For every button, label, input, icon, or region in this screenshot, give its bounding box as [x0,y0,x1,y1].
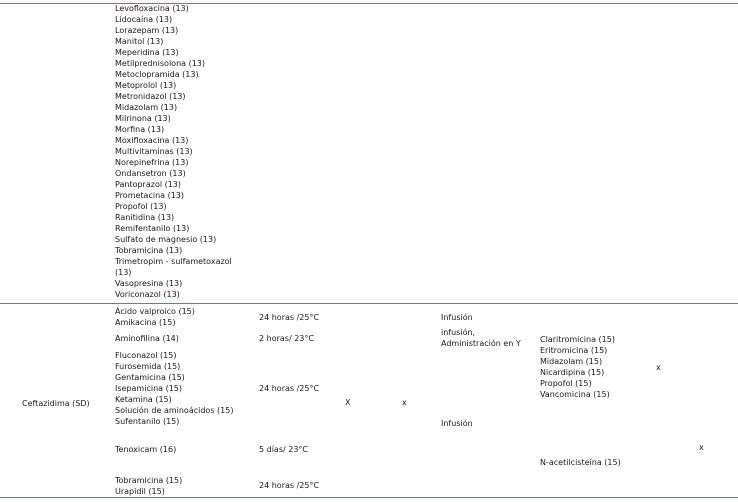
list-item: (13) [115,268,132,277]
list-item: Amikacina (15) [115,318,176,327]
route-line: Administración en Y [441,339,521,348]
list-item: Prometacina (13) [115,191,185,200]
list-item: Propofol (15) [540,379,592,388]
incompatibility-mark: x [699,443,704,452]
list-item: Nicardipina (15) [540,368,605,377]
list-item: Tenoxicam (16) [115,445,177,454]
stability-cell: 24 horas /25°C [259,481,320,490]
list-item: Eritromicina (15) [540,346,608,355]
list-item: Midazolam (15) [540,357,603,366]
list-item: Tobramicina (15) [115,476,183,485]
continued-compatible-list [115,3,232,300]
stability-cell: 2 horas/ 23°C [259,334,314,343]
table-bottom-rule [0,497,738,498]
drug-name-cell: Ceftazidima (SD) [22,399,90,408]
route-cell: Infusión [441,313,473,322]
list-item: Voriconazol (13) [115,290,180,299]
row-divider [0,303,738,304]
list-item: Moxifloxacina (13) [115,136,189,145]
list-item: Norepinefrina (13) [115,158,189,167]
list-item: Remifentanilo (13) [115,224,190,233]
list-item: Propofol (13) [115,202,167,211]
list-item: Sufentanilo (15) [115,417,180,426]
list-item: Aminofilina (14) [115,334,179,343]
list-item: Multivitaminas (13) [115,147,193,156]
incompatible-list [540,334,615,400]
list-item: Metronidazol (13) [115,92,186,101]
list-item: Lorazepam (13) [115,26,179,35]
list-item: Ranitidina (13) [115,213,175,222]
incompatibility-mark: x [656,363,661,372]
list-item: Levofloxacina (13) [115,4,189,13]
stability-cell: 24 horas /25°C [259,384,320,393]
list-item: Furosemida (15) [115,362,181,371]
compatibility-mark: x [402,398,407,407]
route-cell: Infusión [441,419,473,428]
list-item: Isepamicina (15) [115,384,183,393]
list-item: N-acetilcisteína (15) [540,458,621,467]
list-item: Metilprednisolona (13) [115,59,206,68]
list-item: Milrinona (13) [115,114,171,123]
table-top-rule [0,3,738,4]
compatibility-mark: X [345,398,351,407]
list-item: Morfina (13) [115,125,165,134]
list-item: Solución de aminoácidos (15) [115,406,234,415]
list-item: Pantoprazol (13) [115,180,182,189]
list-item: Manitol (13) [115,37,164,46]
other-incompatible-list [540,457,621,468]
stability-cell: 5 días/ 23°C [259,445,309,454]
compatible-group-3 [115,350,233,427]
list-item: Ondansetron (13) [115,169,186,178]
list-item: Ácido valproico (15) [115,307,195,316]
list-item: Gentamicina (15) [115,373,185,382]
stability-cell: 24 horas /25°C [259,313,320,322]
list-item: Sulfato de magnesio (13) [115,235,217,244]
list-item: Lidocaína (13) [115,15,173,24]
list-item: Trimetropim - sulfametoxazol [115,257,232,266]
list-item: Metoclopramida (13) [115,70,199,79]
list-item: Claritromicina (15) [540,335,615,344]
list-item: Metoprolol (13) [115,81,177,90]
list-item: Fluconazol (15) [115,351,177,360]
list-item: Urapidil (15) [115,487,165,496]
list-item: Ketamina (15) [115,395,172,404]
list-item: Tobramicina (13) [115,246,183,255]
route-line: infusión, [441,328,476,337]
list-item: Vancomicina (15) [540,390,610,399]
list-item: Midazolam (13) [115,103,178,112]
compatible-group-5 [115,475,182,497]
route-cell [441,327,521,349]
list-item: Meperidina (13) [115,48,179,57]
compatible-group-2 [115,333,179,344]
list-item: Vasopresina (13) [115,279,183,288]
compatible-group-1 [115,306,195,328]
compatible-group-4 [115,444,176,455]
